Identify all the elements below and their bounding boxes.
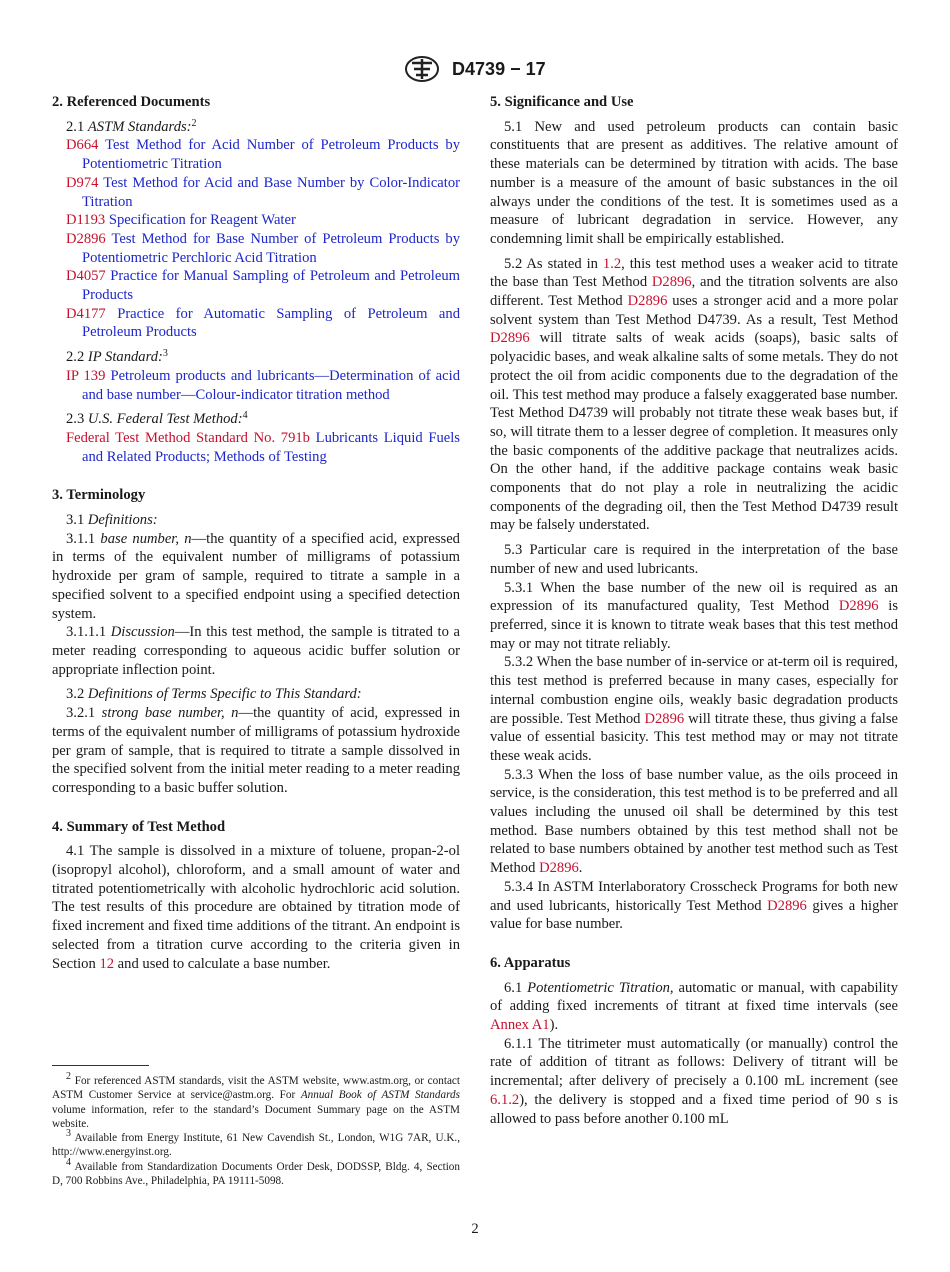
italic-text: U.S. Federal Test Method: xyxy=(87,411,243,428)
reference-link[interactable]: D2896 xyxy=(838,598,879,615)
section-heading xyxy=(490,954,898,973)
reference-title-link[interactable]: Practice for Automatic Sampling of Petroleum and Petroleum Products xyxy=(82,305,460,341)
text: automatic or manual, with capability of adding fixed increments of titrant at fixed time intervals (see xyxy=(490,979,899,1015)
text: 2. Referenced Documents xyxy=(52,94,211,110)
reference-link[interactable]: IP 139 xyxy=(66,367,106,384)
text: and used to calculate a base number. xyxy=(114,955,331,972)
text: , and the titration solvents are also different. Test Method xyxy=(490,274,898,310)
reference-link[interactable]: 1.2 xyxy=(602,255,622,272)
text: —the quantity of acid, expressed in terms of the equivalent number of milligrams of potassium hydroxide per gram of sample, that is required to titrate a sample dissolved in the specified solvent from the initial meter reading to a meter reading corresponding to a basic buffer solution. xyxy=(52,705,461,796)
text: 3. Terminology xyxy=(52,487,146,504)
reference-entry xyxy=(52,305,460,342)
reference-link[interactable]: D664 xyxy=(66,137,99,154)
paragraph xyxy=(490,653,898,765)
footnote-marker: 2 xyxy=(66,1071,71,1082)
reference-link[interactable]: Annex A1 xyxy=(490,1017,550,1034)
page-header xyxy=(0,55,950,83)
paragraph xyxy=(490,255,898,536)
text: 6.1 xyxy=(504,979,528,996)
reference-link[interactable]: D1193 xyxy=(66,212,106,229)
paragraph xyxy=(490,118,898,249)
italic-text: strong base number, n xyxy=(101,705,239,722)
reference-link[interactable]: D2896 xyxy=(490,330,530,347)
reference-entry xyxy=(52,136,460,173)
right-column xyxy=(490,93,898,1128)
text: 6. Apparatus xyxy=(490,954,571,971)
reference-link[interactable]: D2896 xyxy=(539,860,579,877)
reference-link[interactable]: D4057 xyxy=(66,268,106,285)
paragraph xyxy=(490,579,898,654)
paragraph xyxy=(52,704,460,798)
text: , this test method uses a weaker acid to titrate the base than Test Method xyxy=(490,255,898,291)
paragraph xyxy=(52,118,460,137)
text: gives a higher value for base number. xyxy=(490,897,898,933)
text: 2.3 xyxy=(66,411,88,428)
text: 3.2 xyxy=(66,686,88,703)
text: 5.3.1 When the base number of the new oil is required as an expression of its manufactured quality, Test Method xyxy=(490,579,898,615)
paragraph xyxy=(52,410,460,429)
reference-link[interactable]: 6.1.2 xyxy=(490,1091,520,1108)
section-heading xyxy=(52,93,460,112)
text: 3.2.1 xyxy=(66,705,102,722)
text: 5.3 Particular care is required in the interpretation of the base number of new and used lubricants. xyxy=(490,542,898,577)
reference-link[interactable]: D2896 xyxy=(767,897,807,914)
text: 4. Summary of Test Method xyxy=(52,818,226,835)
italic-text: Definitions: xyxy=(87,512,158,529)
italic-text: ASTM Standards: xyxy=(87,118,192,135)
footnotes xyxy=(52,1071,460,1188)
reference-entry xyxy=(52,230,460,267)
text: 5. Significance and Use xyxy=(490,94,634,110)
text: 3.1.1 xyxy=(66,530,101,547)
text: is preferred, since it is known to titrate weak bases that this test method may or may not titrate reliably. xyxy=(490,598,898,652)
italic-text: Discussion xyxy=(110,624,175,641)
reference-link[interactable]: D2896 xyxy=(644,710,685,727)
text: ). xyxy=(549,1017,559,1034)
reference-link[interactable]: D974 xyxy=(66,174,99,191)
text: Available from Energy Institute, 61 New Cavendish St., London, W1G 7AR, U.K., http://www.energyinst.org. xyxy=(52,1132,460,1159)
paragraph xyxy=(52,623,460,679)
text: will titrate salts of weak acids (soaps), basic salts of polyacidic bases, and weak alkaline salts of some metals. They do not protect the oil from acidic components due to the degradation of the oil. This test method may produce a falsely exaggerated base number. Test Method D4739 will probably not titrate these weak bases but, if so, will titrate them to a lesser degree of completion. It measures only the basic components of the additive package that neutralizes acids. On the other hand, if the additive package contains weak basic components that do not play a role in neutralizing the acidic components of the degrading oil, then the Test Method D4739 result may be falsely understated. xyxy=(490,330,898,534)
text: ), the delivery is stopped and a fixed time period of 90 s is allowed to pass before another 0.100 mL xyxy=(490,1091,898,1127)
text: 2.1 xyxy=(66,118,88,135)
text: 5.3.2 When the base number of in-service or at-term oil is required, this test method is preferred because in many cases, especially for internal combustion engine oils, weakly basic degradation products are possible. Test Method xyxy=(490,654,898,727)
footnote-divider xyxy=(52,1065,149,1066)
paragraph xyxy=(52,685,460,704)
reference-link[interactable]: 12 xyxy=(99,955,115,972)
footnote-marker: 2 xyxy=(191,117,197,129)
reference-title-link[interactable]: Practice for Manual Sampling of Petroleum and Petroleum Products xyxy=(82,268,460,304)
reference-entry xyxy=(52,211,460,230)
footnote-marker: 4 xyxy=(242,410,248,422)
paragraph xyxy=(490,541,898,578)
section-heading xyxy=(490,93,898,112)
reference-title-link[interactable]: Lubricants Liquid Fuels and Related Products; Methods of Testing xyxy=(82,429,460,465)
text: 5.1 New and used petroleum products can contain basic constituents that are present as additives. The relative amount of these materials can be determined by titration with acids. The base number is a measure of the amount of basic substances in the oil always under the conditions of the test. It is sometimes used as a measure of lubricant degradation in service. However, any condemning limit shall be empirically established. xyxy=(490,118,898,247)
astm-logo-icon xyxy=(404,55,440,83)
reference-link[interactable]: D2896 xyxy=(627,293,668,310)
italic-text: Potentiometric Titration, xyxy=(527,979,674,996)
paragraph xyxy=(490,1035,898,1129)
paragraph xyxy=(52,842,460,973)
footnote-marker: 3 xyxy=(162,348,168,360)
text: For referenced ASTM standards, visit the ASTM website, www.astm.org, or contact ASTM Customer Service at service@astm.org. For xyxy=(52,1075,460,1102)
footnote-marker: 3 xyxy=(66,1128,71,1140)
text: —In this test method, the sample is titrated to a meter reading corresponding to aqueous acidic buffer solution or appropriate inflection point. xyxy=(52,624,461,678)
paragraph xyxy=(52,348,460,367)
footnote xyxy=(52,1071,460,1131)
italic-text: IP Standard: xyxy=(87,349,163,366)
footnote-marker: 4 xyxy=(66,1156,71,1168)
text: uses a stronger acid and a more polar solvent system than Test Method D4739. As a result, Test Method xyxy=(490,293,899,328)
italic-text: base number, n xyxy=(100,530,192,547)
reference-title-link[interactable]: Test Method for Base Number of Petroleum Products by Potentiometric Perchloric Acid Titration xyxy=(82,230,460,266)
document-id: D4739 − 17 xyxy=(452,58,546,79)
text: will titrate these, thus giving a false value of essential basicity. This test method may or may not titrate these weak acids. xyxy=(490,710,898,764)
text: 4.1 The sample is dissolved in a mixture of toluene, propan-2-ol (isopropyl alcohol), chloroform, and a small amount of water and titrated potentiometrically with alcoholic hydrochloric acid solution. The test results of this procedure are obtained by titration mode of fixed increment and fixed time additions of the titrant. An endpoint is selected from a titration curve according to the criteria given in Section xyxy=(52,843,460,972)
reference-entry xyxy=(52,429,460,466)
paragraph xyxy=(490,766,898,878)
text: 5.2 As stated in xyxy=(504,255,603,272)
reference-link[interactable]: D4177 xyxy=(66,305,106,322)
text: volume information, refer to the standard’s Document Summary page on the ASTM website. xyxy=(52,1103,460,1130)
text: 5.3.4 In ASTM Interlaboratory Crosscheck Programs for both new and used lubricants, historically Test Method xyxy=(490,878,898,914)
paragraph xyxy=(52,530,460,624)
paragraph xyxy=(490,979,898,1035)
text: 3.1.1.1 xyxy=(66,624,111,641)
text: 6.1.1 The titrimeter must automatically (or manually) control the rate of addition of titrant as follows: Delivery of titrant will be incremental; after delivery of precisely a 0.100 mL increment (see xyxy=(490,1035,898,1090)
reference-title-link[interactable]: Specification for Reagent Water xyxy=(105,212,296,229)
reference-entry xyxy=(52,267,460,304)
text: 3.1 xyxy=(66,512,88,529)
reference-title-link[interactable]: Test Method for Acid and Base Number by Color-Indicator Titration xyxy=(82,174,460,210)
text: 2.2 xyxy=(66,349,88,366)
text: 5.3.3 When the loss of base number value, as the oils proceed in service, is the consideration, this test method is to be preferred and all values including the unused oil shall be determined by this test method. Base numbers obtained by this test method shall not be related to base numbers obtained by another test method such as Test Method xyxy=(490,766,898,877)
reference-entry xyxy=(52,174,460,211)
footnote xyxy=(52,1156,460,1189)
text: —the quantity of a specified acid, expressed in terms of the equivalent number of milligrams of potassium hydroxide per gram of sample, required to titrate a sample in a specified solvent to a specified endpoint using a specified detection system. xyxy=(52,530,460,622)
section-heading xyxy=(52,486,460,505)
text: Available from Standardization Documents Order Desk, DODSSP, Bldg. 4, Section D, 700 Robbins Ave., Philadelphia, PA 19111-5098. xyxy=(52,1160,460,1188)
paragraph xyxy=(52,511,460,530)
left-column xyxy=(52,93,460,973)
section-heading xyxy=(52,818,460,837)
reference-link[interactable]: Federal Test Method Standard No. 791b xyxy=(66,429,310,446)
reference-title-link[interactable]: Test Method for Acid Number of Petroleum Products by Potentiometric Titration xyxy=(82,137,460,173)
reference-link[interactable]: D2896 xyxy=(651,274,692,291)
footnote xyxy=(52,1128,460,1160)
text: . xyxy=(578,860,583,877)
reference-title-link[interactable]: Petroleum products and lubricants—Determination of acid and base number—Colour-indicator titration method xyxy=(82,367,460,403)
reference-entry xyxy=(52,367,460,404)
italic-text: Annual Book of ASTM Standards xyxy=(300,1089,460,1102)
paragraph xyxy=(490,878,898,934)
reference-link[interactable]: D2896 xyxy=(66,230,106,247)
page-number: 2 xyxy=(471,1221,479,1237)
italic-text: Definitions of Terms Specific to This Standard: xyxy=(87,686,362,703)
